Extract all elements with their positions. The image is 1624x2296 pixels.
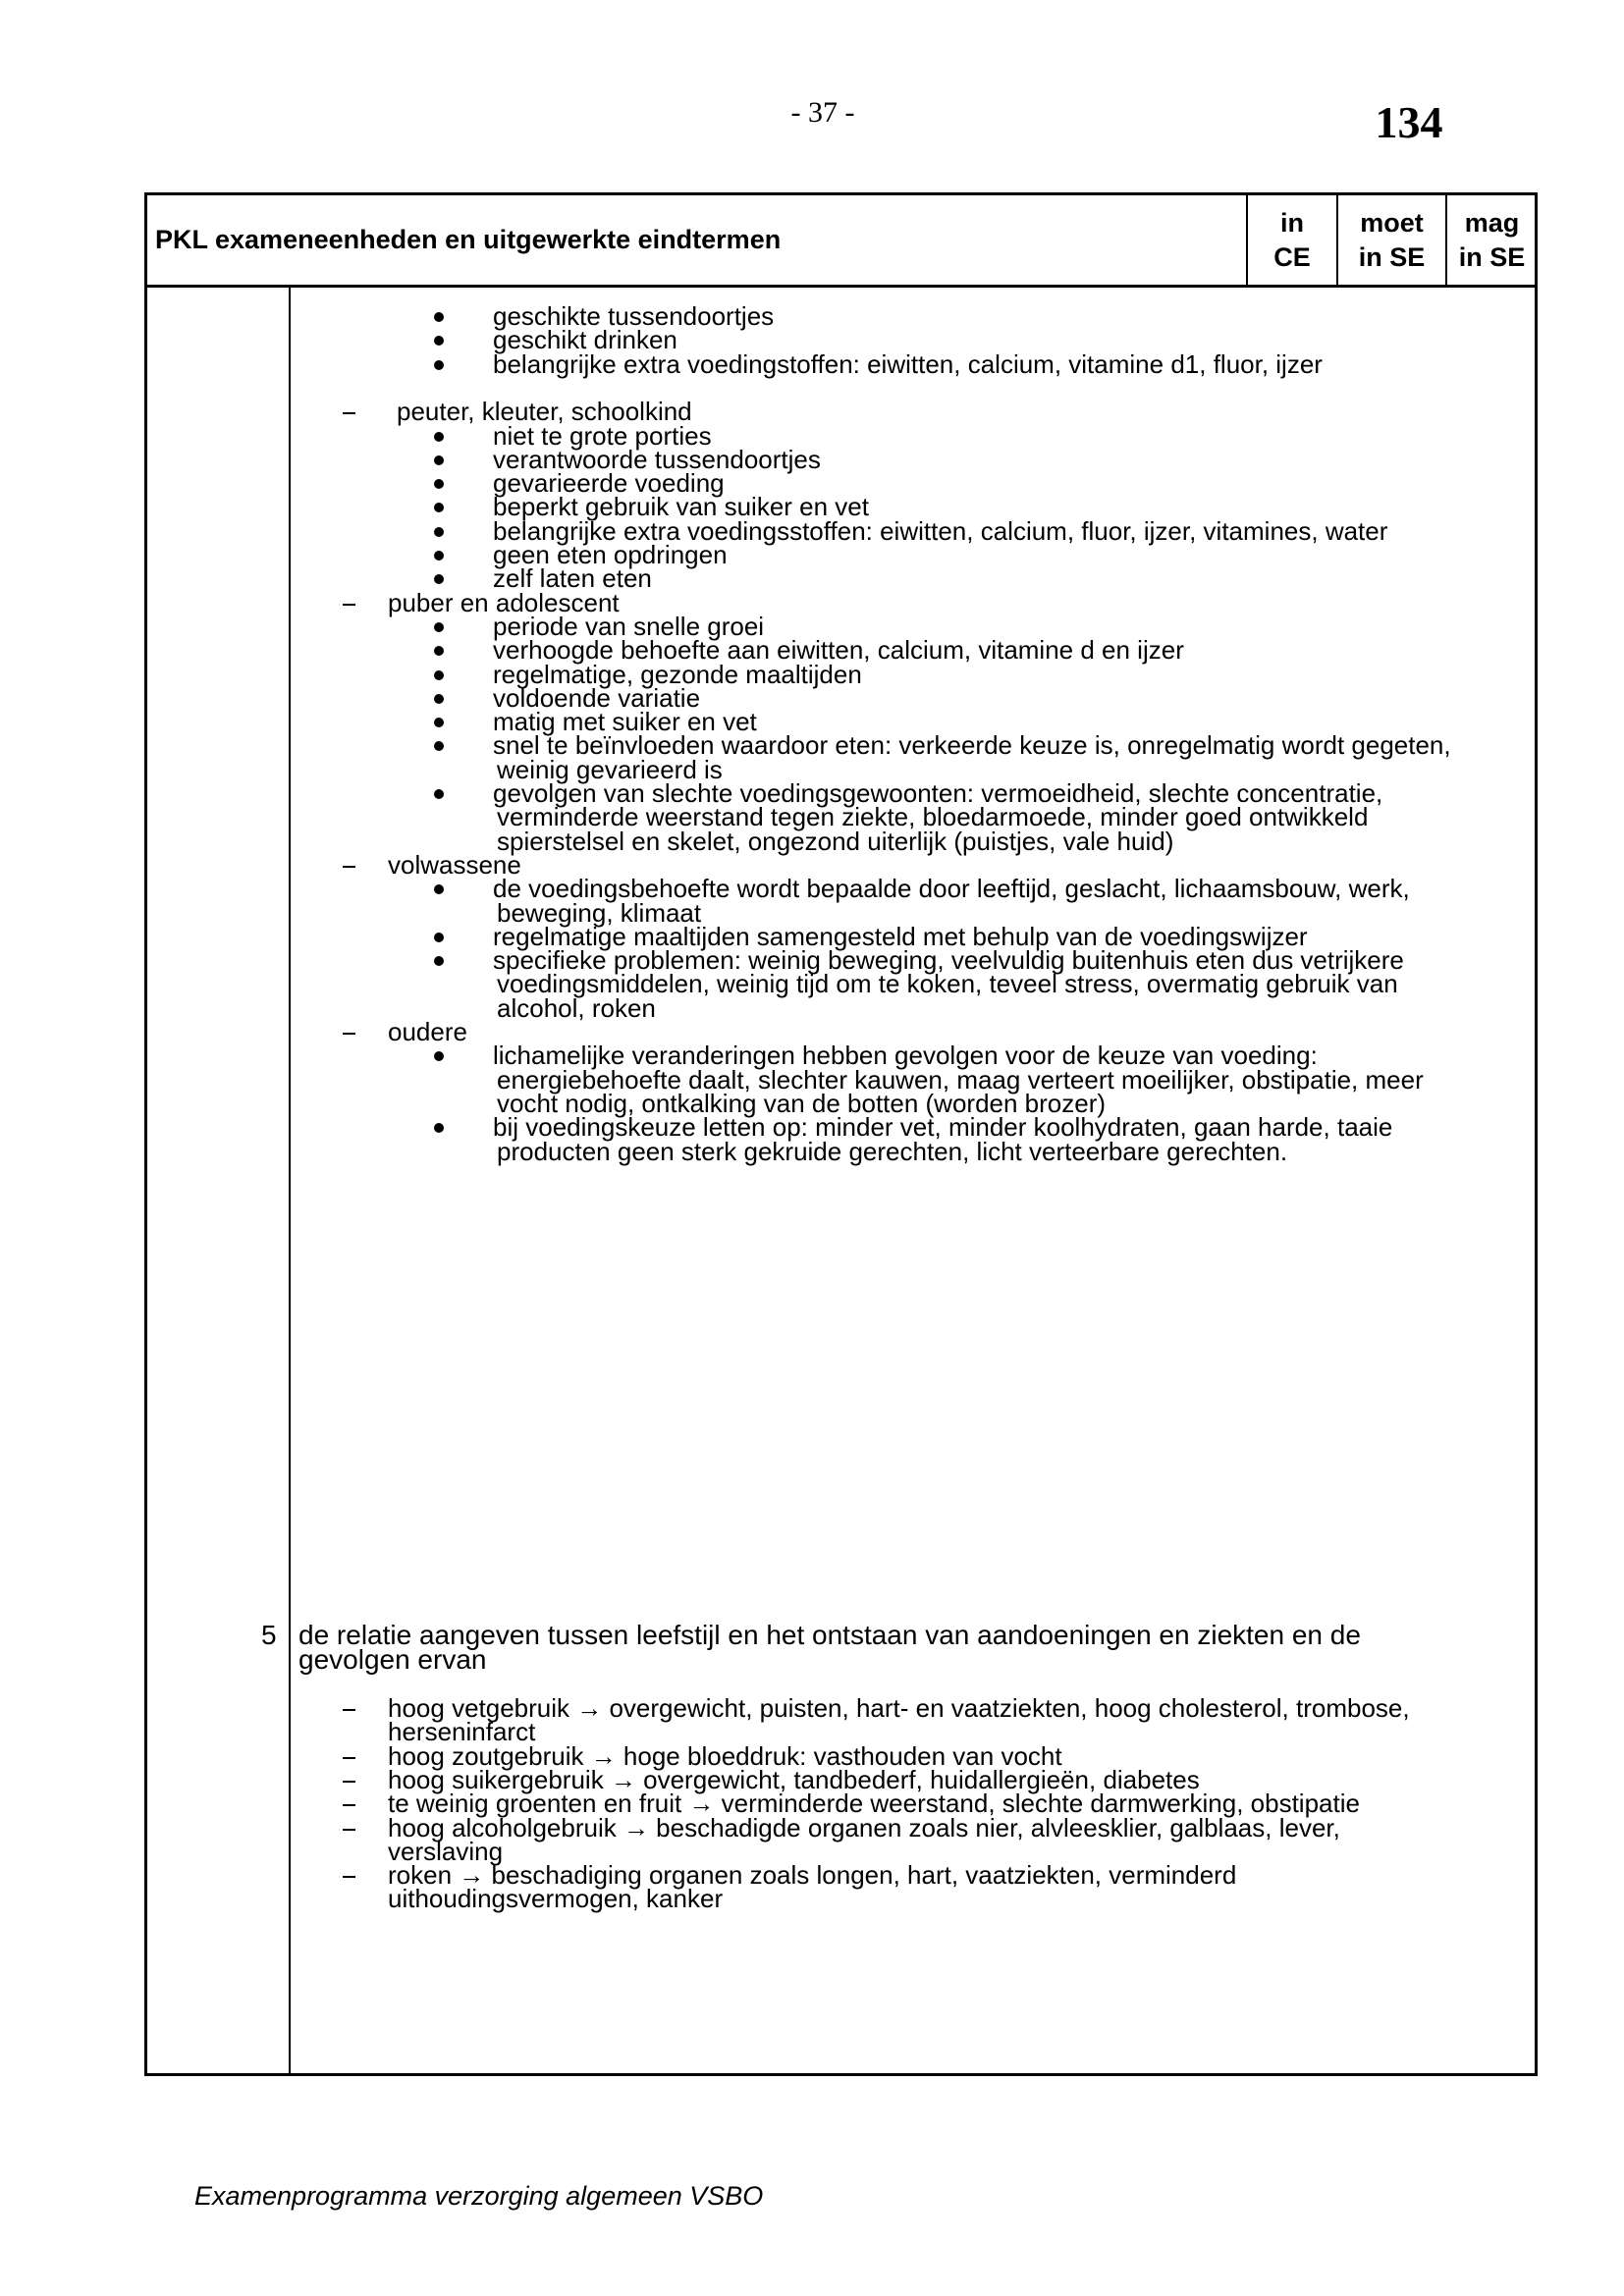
group-label: puber en adolescent (388, 587, 620, 617)
bullet-item: specifieke problemen: weinig beweging, veelvuldig buitenhuis eten dus vetrijkere (493, 945, 1404, 976)
bullet-item: periode van snelle groei (493, 611, 765, 641)
term-item: te weinig groenten en fruit → verminderde weerstand, slechte darmwerking, obstipatie (388, 1789, 1360, 1819)
term-title: gevolgen ervan (298, 1643, 487, 1675)
bullet-item: voedingsmiddelen, weinig tijd om te koken, teveel stress, overmatig gebruik van (497, 969, 1398, 999)
term-item: hoog alcoholgebruik → beschadigde organen zoals nier, alvleesklier, galblaas, lever, (388, 1812, 1340, 1842)
header-title: PKL exameneenheden en uitgewerkte eindtermen (155, 225, 782, 254)
bullet-item: geschikte tussendoortjes (493, 301, 775, 331)
document-number: 134 (1375, 97, 1443, 147)
bullet-item: beweging, klimaat (497, 897, 702, 928)
bullet-item: geschikt drinken (493, 325, 677, 355)
bullet-item: verhoogde behoefte aan eiwitten, calcium, vitamine d en ijzer (493, 635, 1184, 666)
term-item: herseninfarct (388, 1717, 536, 1747)
bullet-item: voldoende variatie (493, 682, 701, 713)
bullet-item: vocht nodig, ontkalking van de botten (worden brozer) (497, 1088, 1107, 1118)
bullet-item: geen eten opdringen (493, 540, 728, 569)
bullet-item: alcohol, roken (497, 992, 656, 1023)
term-item: hoog vetgebruik → overgewicht, puisten, hart- en vaatziekten, hoog cholesterol, trombose, (388, 1693, 1410, 1723)
bullet-item: weinig gevarieerd is (497, 754, 723, 784)
bullet-item: lichamelijke veranderingen hebben gevolgen voor de keuze van voeding: (493, 1041, 1318, 1071)
bullet-item: belangrijke extra voedingstoffen: eiwitten, calcium, vitamine d1, fluor, ijzer (493, 348, 1323, 379)
page-number: - 37 - (790, 96, 855, 129)
bullet-item: belangrijke extra voedingsstoffen: eiwitten, calcium, fluor, ijzer, vitamines, water (493, 515, 1388, 546)
term-title: de relatie aangeven tussen leefstijl en het ontstaan van aandoeningen en ziekten en de (298, 1620, 1361, 1650)
bullet-item: verminderde weerstand tegen ziekte, bloedarmoede, minder goed ontwikkeld (497, 802, 1369, 832)
bullet-item: bij voedingskeuze letten op: minder vet, minder koolhydraten, gaan harde, taaie (493, 1112, 1393, 1143)
group-label: oudere (388, 1017, 467, 1046)
header-mag-line2: in SE (1458, 241, 1526, 272)
bullet-item: niet te grote porties (493, 420, 712, 451)
header-in-ce-line2: CE (1273, 241, 1311, 272)
term-item: verslaving (388, 1836, 504, 1866)
bullet-item: spierstelsel en skelet, ongezond uiterlijk (puistjes, vale huid) (497, 826, 1174, 856)
bullet-item: energiebehoefte daalt, slechter kauwen, maag verteert moeilijker, obstipatie, meer (497, 1064, 1424, 1095)
bullet-item: regelmatige maaltijden samengesteld met behulp van de voedingswijzer (493, 921, 1308, 951)
term-item: hoog suikergebruik → overgewicht, tandbederf, huidallergieën, diabetes (388, 1764, 1200, 1794)
group-label: volwassene (388, 849, 521, 880)
bullet-item: producten geen sterk gekruide gerechten, licht verteerbare gerechten. (497, 1136, 1288, 1166)
bullet-item: gevolgen van slechte voedingsgewoonten: vermoeidheid, slechte concentratie, (493, 778, 1383, 808)
term-item: uithoudingsvermogen, kanker (388, 1884, 724, 1914)
footer-text: Examenprogramma verzorging algemeen VSBO (194, 2181, 764, 2211)
header-in-ce-line1: in (1280, 207, 1304, 238)
bullet-item: de voedingsbehoefte wordt bepaalde door leeftijd, geslacht, lichaamsbouw, werk, (493, 874, 1410, 904)
term-item: hoog zoutgebruik → hoge bloeddruk: vasthouden van vocht (388, 1740, 1062, 1771)
header-mag-in-se (1445, 195, 1537, 285)
bullet-item: snel te beïnvloeden waardoor eten: verkeerde keuze is, onregelmatig wordt gegeten, (493, 730, 1451, 761)
header-moet-line2: in SE (1358, 241, 1426, 272)
bullet-item: verantwoorde tussendoortjes (493, 444, 821, 474)
table-header (147, 195, 1535, 288)
header-mag-line1: mag (1464, 207, 1520, 238)
bullet-item: gevarieerde voeding (493, 468, 725, 499)
header-moet-line1: moet (1360, 207, 1424, 238)
header-in-ce (1246, 195, 1336, 285)
column-divider (289, 288, 291, 2073)
exam-terms-table (144, 192, 1538, 2076)
header-moet-in-se (1336, 195, 1445, 285)
term-item: roken → beschadiging organen zoals longen, hart, vaatziekten, verminderd (388, 1860, 1237, 1891)
bullet-item: zelf laten eten (493, 563, 652, 594)
term-number: 5 (261, 1620, 277, 1650)
bullet-item: beperkt gebruik van suiker en vet (493, 492, 869, 522)
bullet-item: matig met suiker en vet (493, 707, 757, 737)
bullet-item: regelmatige, gezonde maaltijden (493, 659, 862, 689)
group-label: peuter, kleuter, schoolkind (397, 397, 692, 427)
